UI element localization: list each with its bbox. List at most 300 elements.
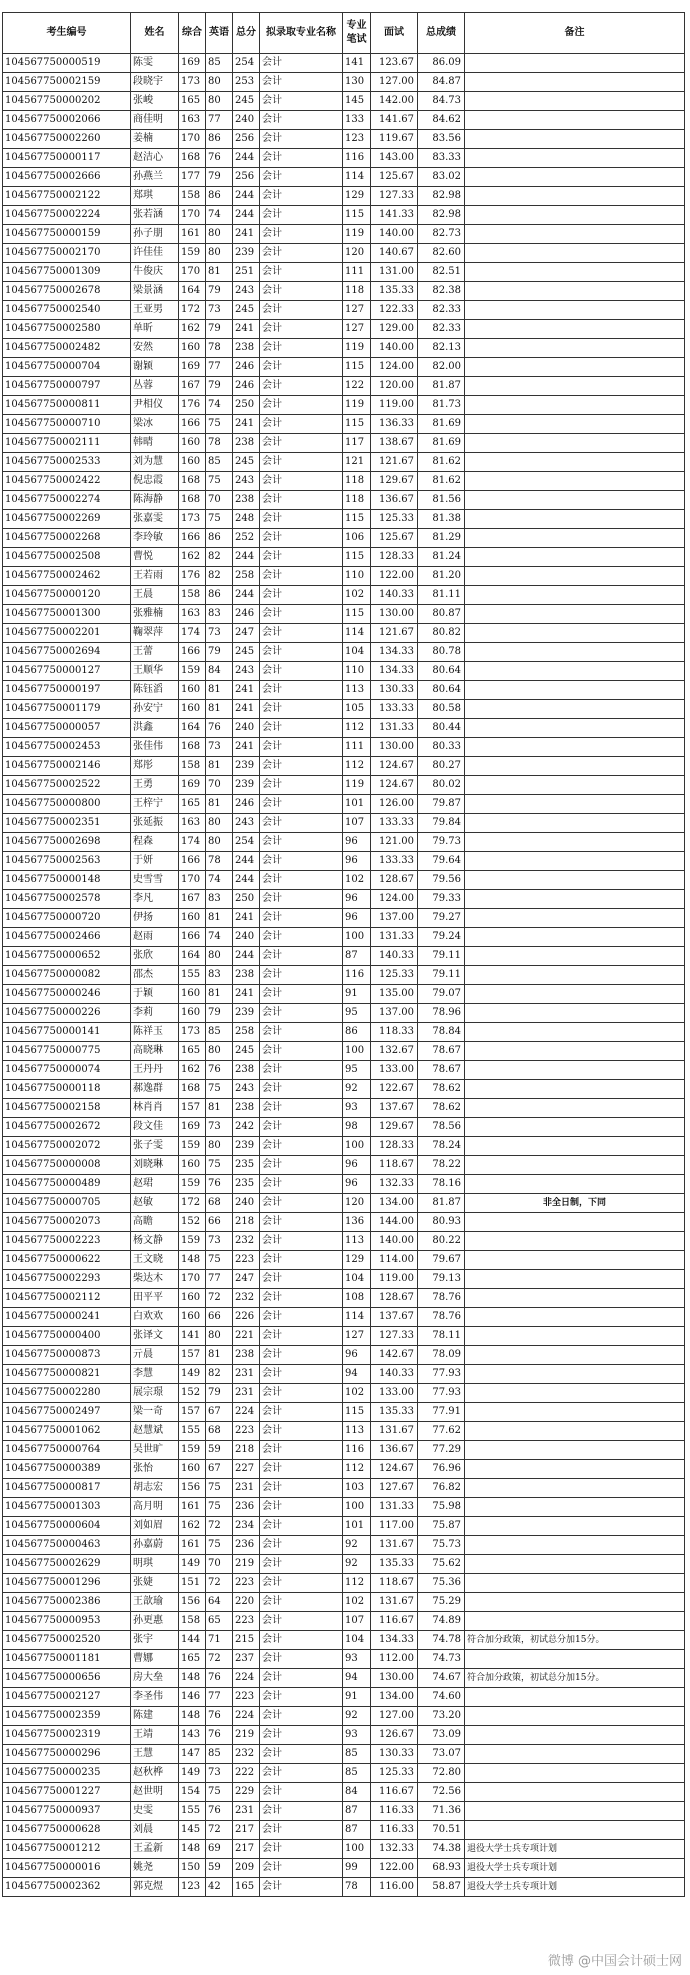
cell-english: 75: [206, 1498, 233, 1517]
cell-written: 113: [343, 681, 371, 700]
cell-comprehensive: 165: [179, 92, 206, 111]
cell-interview: 114.00: [371, 1251, 418, 1270]
cell-english: 65: [206, 1612, 233, 1631]
cell-exam-id: 104567750000656: [3, 1669, 131, 1688]
cell-final-score: 79.24: [418, 928, 465, 947]
cell-major: 会计: [260, 833, 343, 852]
cell-written: 119: [343, 225, 371, 244]
cell-final-score: 81.69: [418, 434, 465, 453]
table-row: [3, 1175, 685, 1194]
cell-final-score: 74.78: [418, 1631, 465, 1650]
cell-interview: 140.33: [371, 586, 418, 605]
cell-english: 82: [206, 1365, 233, 1384]
cell-total: 231: [233, 1479, 260, 1498]
cell-written: 112: [343, 1460, 371, 1479]
cell-name: 姜楠: [131, 130, 179, 149]
cell-total: 250: [233, 396, 260, 415]
table-row: [3, 1232, 685, 1251]
cell-comprehensive: 152: [179, 1384, 206, 1403]
cell-written: 92: [343, 1707, 371, 1726]
cell-remarks: [465, 700, 685, 719]
table-row: [3, 1821, 685, 1840]
cell-exam-id: 104567750002462: [3, 567, 131, 586]
cell-remarks: [465, 852, 685, 871]
cell-major: 会计: [260, 1745, 343, 1764]
cell-total: 241: [233, 985, 260, 1004]
cell-exam-id: 104567750000400: [3, 1327, 131, 1346]
cell-major: 会计: [260, 1061, 343, 1080]
cell-exam-id: 104567750000389: [3, 1460, 131, 1479]
cell-interview: 119.67: [371, 130, 418, 149]
cell-exam-id: 104567750002694: [3, 643, 131, 662]
cell-name: 郝逸群: [131, 1080, 179, 1099]
cell-written: 115: [343, 1403, 371, 1422]
cell-interview: 125.33: [371, 966, 418, 985]
table-row: [3, 54, 685, 73]
cell-total: 254: [233, 54, 260, 73]
cell-name: 鞠翠萍: [131, 624, 179, 643]
cell-comprehensive: 164: [179, 282, 206, 301]
table-row: [3, 453, 685, 472]
table-row: [3, 567, 685, 586]
cell-comprehensive: 166: [179, 852, 206, 871]
cell-comprehensive: 160: [179, 453, 206, 472]
cell-major: 会计: [260, 1327, 343, 1346]
cell-written: 118: [343, 472, 371, 491]
cell-final-score: 74.38: [418, 1840, 465, 1859]
cell-written: 102: [343, 1384, 371, 1403]
table-row: [3, 1023, 685, 1042]
cell-exam-id: 104567750000117: [3, 149, 131, 168]
cell-interview: 129.00: [371, 320, 418, 339]
cell-exam-id: 104567750000120: [3, 586, 131, 605]
cell-final-score: 73.07: [418, 1745, 465, 1764]
cell-interview: 133.33: [371, 814, 418, 833]
cell-major: 会计: [260, 73, 343, 92]
cell-exam-id: 104567750002666: [3, 168, 131, 187]
cell-comprehensive: 152: [179, 1213, 206, 1232]
table-row: [3, 1878, 685, 1897]
cell-name: 丛蓉: [131, 377, 179, 396]
cell-major: 会计: [260, 1593, 343, 1612]
cell-remarks: [465, 415, 685, 434]
cell-exam-id: 104567750002170: [3, 244, 131, 263]
cell-exam-id: 104567750001181: [3, 1650, 131, 1669]
cell-final-score: 75.98: [418, 1498, 465, 1517]
cell-name: 刘为慧: [131, 453, 179, 472]
cell-total: 241: [233, 225, 260, 244]
cell-written: 87: [343, 1802, 371, 1821]
cell-interview: 137.00: [371, 909, 418, 928]
table-row: [3, 700, 685, 719]
cell-written: 115: [343, 415, 371, 434]
cell-english: 80: [206, 947, 233, 966]
cell-total: 223: [233, 1422, 260, 1441]
cell-written: 102: [343, 871, 371, 890]
cell-final-score: 71.36: [418, 1802, 465, 1821]
cell-comprehensive: 167: [179, 890, 206, 909]
cell-interview: 122.00: [371, 1859, 418, 1878]
table-row: [3, 643, 685, 662]
cell-final-score: 76.82: [418, 1479, 465, 1498]
cell-final-score: 81.62: [418, 472, 465, 491]
table-row: [3, 244, 685, 263]
cell-final-score: 84.62: [418, 111, 465, 130]
cell-exam-id: 104567750002522: [3, 776, 131, 795]
cell-remarks: [465, 814, 685, 833]
cell-name: 李慧: [131, 1365, 179, 1384]
cell-written: 115: [343, 605, 371, 624]
cell-exam-id: 104567750000489: [3, 1175, 131, 1194]
cell-total: 223: [233, 1688, 260, 1707]
cell-remarks: [465, 567, 685, 586]
cell-english: 85: [206, 453, 233, 472]
cell-name: 王晨: [131, 586, 179, 605]
cell-name: 邵杰: [131, 966, 179, 985]
cell-comprehensive: 168: [179, 149, 206, 168]
cell-name: 白欢欢: [131, 1308, 179, 1327]
cell-exam-id: 104567750002508: [3, 548, 131, 567]
cell-exam-id: 104567750002540: [3, 301, 131, 320]
cell-name: 梁景涵: [131, 282, 179, 301]
admission-results-table-wrap: [2, 12, 684, 1897]
cell-name: 郭克煜: [131, 1878, 179, 1897]
cell-major: 会计: [260, 339, 343, 358]
cell-interview: 116.00: [371, 1878, 418, 1897]
cell-total: 258: [233, 1023, 260, 1042]
cell-exam-id: 104567750002672: [3, 1118, 131, 1137]
cell-remarks: [465, 1251, 685, 1270]
table-row: [3, 681, 685, 700]
cell-name: 张佳伟: [131, 738, 179, 757]
cell-english: 81: [206, 263, 233, 282]
cell-total: 252: [233, 529, 260, 548]
cell-total: 240: [233, 719, 260, 738]
cell-exam-id: 104567750002678: [3, 282, 131, 301]
cell-remarks: [465, 1479, 685, 1498]
cell-remarks: [465, 1384, 685, 1403]
cell-major: 会计: [260, 1365, 343, 1384]
cell-total: 227: [233, 1460, 260, 1479]
cell-major: 会计: [260, 1080, 343, 1099]
cell-remarks: [465, 1099, 685, 1118]
cell-comprehensive: 169: [179, 776, 206, 795]
table-row: [3, 301, 685, 320]
cell-name: 张怡: [131, 1460, 179, 1479]
cell-remarks: [465, 757, 685, 776]
cell-comprehensive: 173: [179, 510, 206, 529]
cell-interview: 122.67: [371, 1080, 418, 1099]
cell-english: 80: [206, 1327, 233, 1346]
cell-final-score: 80.93: [418, 1213, 465, 1232]
cell-comprehensive: 160: [179, 681, 206, 700]
table-row: [3, 130, 685, 149]
cell-final-score: 84.73: [418, 92, 465, 111]
cell-remarks: [465, 548, 685, 567]
cell-total: 245: [233, 1042, 260, 1061]
cell-comprehensive: 162: [179, 320, 206, 339]
cell-comprehensive: 176: [179, 396, 206, 415]
table-row: [3, 206, 685, 225]
cell-remarks: [465, 1156, 685, 1175]
cell-comprehensive: 172: [179, 1194, 206, 1213]
table-row: [3, 434, 685, 453]
cell-name: 史雪雪: [131, 871, 179, 890]
cell-total: 247: [233, 1270, 260, 1289]
table-row: [3, 1156, 685, 1175]
cell-remarks: 退役大学士兵专项计划: [465, 1878, 685, 1897]
cell-major: 会计: [260, 1308, 343, 1327]
cell-english: 70: [206, 776, 233, 795]
cell-final-score: 75.62: [418, 1555, 465, 1574]
cell-major: 会计: [260, 1479, 343, 1498]
table-row: [3, 1498, 685, 1517]
cell-interview: 131.67: [371, 1593, 418, 1612]
cell-comprehensive: 158: [179, 1612, 206, 1631]
cell-name: 李玲敏: [131, 529, 179, 548]
cell-written: 96: [343, 1156, 371, 1175]
table-row: [3, 1783, 685, 1802]
cell-total: 238: [233, 1346, 260, 1365]
cell-total: 239: [233, 244, 260, 263]
cell-total: 243: [233, 1080, 260, 1099]
cell-major: 会计: [260, 719, 343, 738]
cell-exam-id: 104567750000652: [3, 947, 131, 966]
cell-written: 92: [343, 1536, 371, 1555]
cell-written: 96: [343, 852, 371, 871]
cell-name: 梁一奇: [131, 1403, 179, 1422]
cell-comprehensive: 157: [179, 1403, 206, 1422]
cell-comprehensive: 169: [179, 54, 206, 73]
cell-comprehensive: 158: [179, 187, 206, 206]
header-row: [3, 13, 685, 54]
cell-final-score: 80.27: [418, 757, 465, 776]
cell-remarks: [465, 1308, 685, 1327]
cell-comprehensive: 146: [179, 1688, 206, 1707]
cell-english: 86: [206, 529, 233, 548]
cell-major: 会计: [260, 1517, 343, 1536]
cell-english: 64: [206, 1593, 233, 1612]
cell-final-score: 82.38: [418, 282, 465, 301]
cell-final-score: 82.00: [418, 358, 465, 377]
table-row: [3, 1669, 685, 1688]
cell-comprehensive: 163: [179, 111, 206, 130]
cell-english: 81: [206, 700, 233, 719]
cell-name: 王歆瑜: [131, 1593, 179, 1612]
table-row: [3, 491, 685, 510]
cell-final-score: 81.69: [418, 415, 465, 434]
cell-interview: 119.00: [371, 1270, 418, 1289]
cell-major: 会计: [260, 396, 343, 415]
cell-english: 77: [206, 1688, 233, 1707]
cell-exam-id: 104567750002293: [3, 1270, 131, 1289]
cell-written: 107: [343, 1612, 371, 1631]
cell-final-score: 78.24: [418, 1137, 465, 1156]
cell-final-score: 79.11: [418, 947, 465, 966]
cell-final-score: 77.62: [418, 1422, 465, 1441]
cell-written: 115: [343, 206, 371, 225]
cell-total: 220: [233, 1593, 260, 1612]
cell-written: 96: [343, 890, 371, 909]
cell-exam-id: 104567750000118: [3, 1080, 131, 1099]
cell-english: 77: [206, 111, 233, 130]
cell-written: 91: [343, 1688, 371, 1707]
cell-remarks: [465, 1080, 685, 1099]
table-row: [3, 168, 685, 187]
table-row: [3, 1441, 685, 1460]
cell-english: 78: [206, 434, 233, 453]
cell-english: 72: [206, 1574, 233, 1593]
cell-written: 101: [343, 795, 371, 814]
cell-remarks: [465, 73, 685, 92]
cell-interview: 126.67: [371, 1726, 418, 1745]
cell-exam-id: 104567750002482: [3, 339, 131, 358]
cell-english: 79: [206, 643, 233, 662]
cell-written: 84: [343, 1783, 371, 1802]
cell-english: 76: [206, 1669, 233, 1688]
cell-interview: 124.00: [371, 890, 418, 909]
cell-english: 76: [206, 1802, 233, 1821]
cell-remarks: [465, 1441, 685, 1460]
cell-interview: 142.00: [371, 92, 418, 111]
cell-remarks: [465, 1023, 685, 1042]
cell-interview: 141.33: [371, 206, 418, 225]
cell-exam-id: 104567750002351: [3, 814, 131, 833]
cell-english: 74: [206, 396, 233, 415]
cell-exam-id: 104567750000148: [3, 871, 131, 890]
cell-interview: 127.33: [371, 1327, 418, 1346]
cell-total: 243: [233, 662, 260, 681]
cell-exam-id: 104567750001227: [3, 1783, 131, 1802]
cell-name: 柴达木: [131, 1270, 179, 1289]
cell-exam-id: 104567750002497: [3, 1403, 131, 1422]
cell-english: 73: [206, 1764, 233, 1783]
cell-interview: 123.67: [371, 54, 418, 73]
cell-english: 75: [206, 472, 233, 491]
cell-comprehensive: 147: [179, 1745, 206, 1764]
cell-exam-id: 104567750001212: [3, 1840, 131, 1859]
cell-major: 会计: [260, 1270, 343, 1289]
cell-comprehensive: 165: [179, 1650, 206, 1669]
table-row: [3, 149, 685, 168]
cell-remarks: [465, 1289, 685, 1308]
cell-interview: 121.67: [371, 453, 418, 472]
cell-name: 王梓宁: [131, 795, 179, 814]
cell-final-score: 79.11: [418, 966, 465, 985]
cell-remarks: [465, 377, 685, 396]
cell-final-score: 77.29: [418, 1441, 465, 1460]
cell-name: 梁冰: [131, 415, 179, 434]
cell-comprehensive: 143: [179, 1726, 206, 1745]
cell-interview: 125.67: [371, 529, 418, 548]
cell-total: 217: [233, 1821, 260, 1840]
cell-name: 张延振: [131, 814, 179, 833]
cell-interview: 134.33: [371, 662, 418, 681]
cell-total: 245: [233, 453, 260, 472]
cell-major: 会计: [260, 1099, 343, 1118]
cell-name: 刘晓琳: [131, 1156, 179, 1175]
cell-name: 于妍: [131, 852, 179, 871]
cell-major: 会计: [260, 187, 343, 206]
cell-written: 86: [343, 1023, 371, 1042]
cell-remarks: [465, 1745, 685, 1764]
cell-written: 114: [343, 168, 371, 187]
cell-exam-id: 104567750002159: [3, 73, 131, 92]
cell-major: 会计: [260, 1555, 343, 1574]
cell-name: 陈建: [131, 1707, 179, 1726]
cell-written: 104: [343, 1270, 371, 1289]
cell-exam-id: 104567750002066: [3, 111, 131, 130]
cell-remarks: [465, 738, 685, 757]
cell-english: 80: [206, 244, 233, 263]
cell-comprehensive: 160: [179, 1004, 206, 1023]
cell-exam-id: 104567750002127: [3, 1688, 131, 1707]
cell-english: 74: [206, 928, 233, 947]
cell-interview: 130.00: [371, 1669, 418, 1688]
cell-written: 108: [343, 1289, 371, 1308]
cell-comprehensive: 160: [179, 1156, 206, 1175]
cell-major: 会计: [260, 1707, 343, 1726]
cell-remarks: [465, 1270, 685, 1289]
cell-comprehensive: 155: [179, 1422, 206, 1441]
table-row: [3, 1004, 685, 1023]
cell-written: 104: [343, 643, 371, 662]
cell-interview: 131.67: [371, 1536, 418, 1555]
cell-final-score: 78.67: [418, 1042, 465, 1061]
cell-total: 241: [233, 415, 260, 434]
cell-name: 张宇: [131, 1631, 179, 1650]
cell-name: 陈祥玉: [131, 1023, 179, 1042]
cell-final-score: 72.80: [418, 1764, 465, 1783]
cell-interview: 140.00: [371, 225, 418, 244]
cell-english: 59: [206, 1859, 233, 1878]
cell-written: 145: [343, 92, 371, 111]
cell-written: 100: [343, 1840, 371, 1859]
cell-interview: 129.67: [371, 472, 418, 491]
cell-comprehensive: 176: [179, 567, 206, 586]
table-row: [3, 1707, 685, 1726]
cell-final-score: 78.62: [418, 1080, 465, 1099]
cell-total: 234: [233, 1517, 260, 1536]
cell-remarks: [465, 1555, 685, 1574]
cell-major: 会计: [260, 890, 343, 909]
cell-exam-id: 104567750002520: [3, 1631, 131, 1650]
cell-interview: 125.33: [371, 1764, 418, 1783]
cell-final-score: 73.20: [418, 1707, 465, 1726]
cell-comprehensive: 151: [179, 1574, 206, 1593]
cell-comprehensive: 160: [179, 1460, 206, 1479]
cell-written: 87: [343, 1821, 371, 1840]
cell-major: 会计: [260, 909, 343, 928]
cell-interview: 129.67: [371, 1118, 418, 1137]
cell-final-score: 79.27: [418, 909, 465, 928]
cell-english: 80: [206, 73, 233, 92]
cell-major: 会计: [260, 1004, 343, 1023]
cell-name: 尹相仪: [131, 396, 179, 415]
cell-exam-id: 104567750002563: [3, 852, 131, 871]
cell-english: 66: [206, 1213, 233, 1232]
cell-interview: 124.67: [371, 757, 418, 776]
cell-remarks: [465, 1498, 685, 1517]
cell-comprehensive: 158: [179, 586, 206, 605]
cell-total: 236: [233, 1536, 260, 1555]
cell-remarks: [465, 301, 685, 320]
cell-english: 80: [206, 814, 233, 833]
admission-results-table: [2, 12, 685, 1897]
cell-name: 张雅楠: [131, 605, 179, 624]
cell-comprehensive: 177: [179, 168, 206, 187]
cell-written: 136: [343, 1213, 371, 1232]
